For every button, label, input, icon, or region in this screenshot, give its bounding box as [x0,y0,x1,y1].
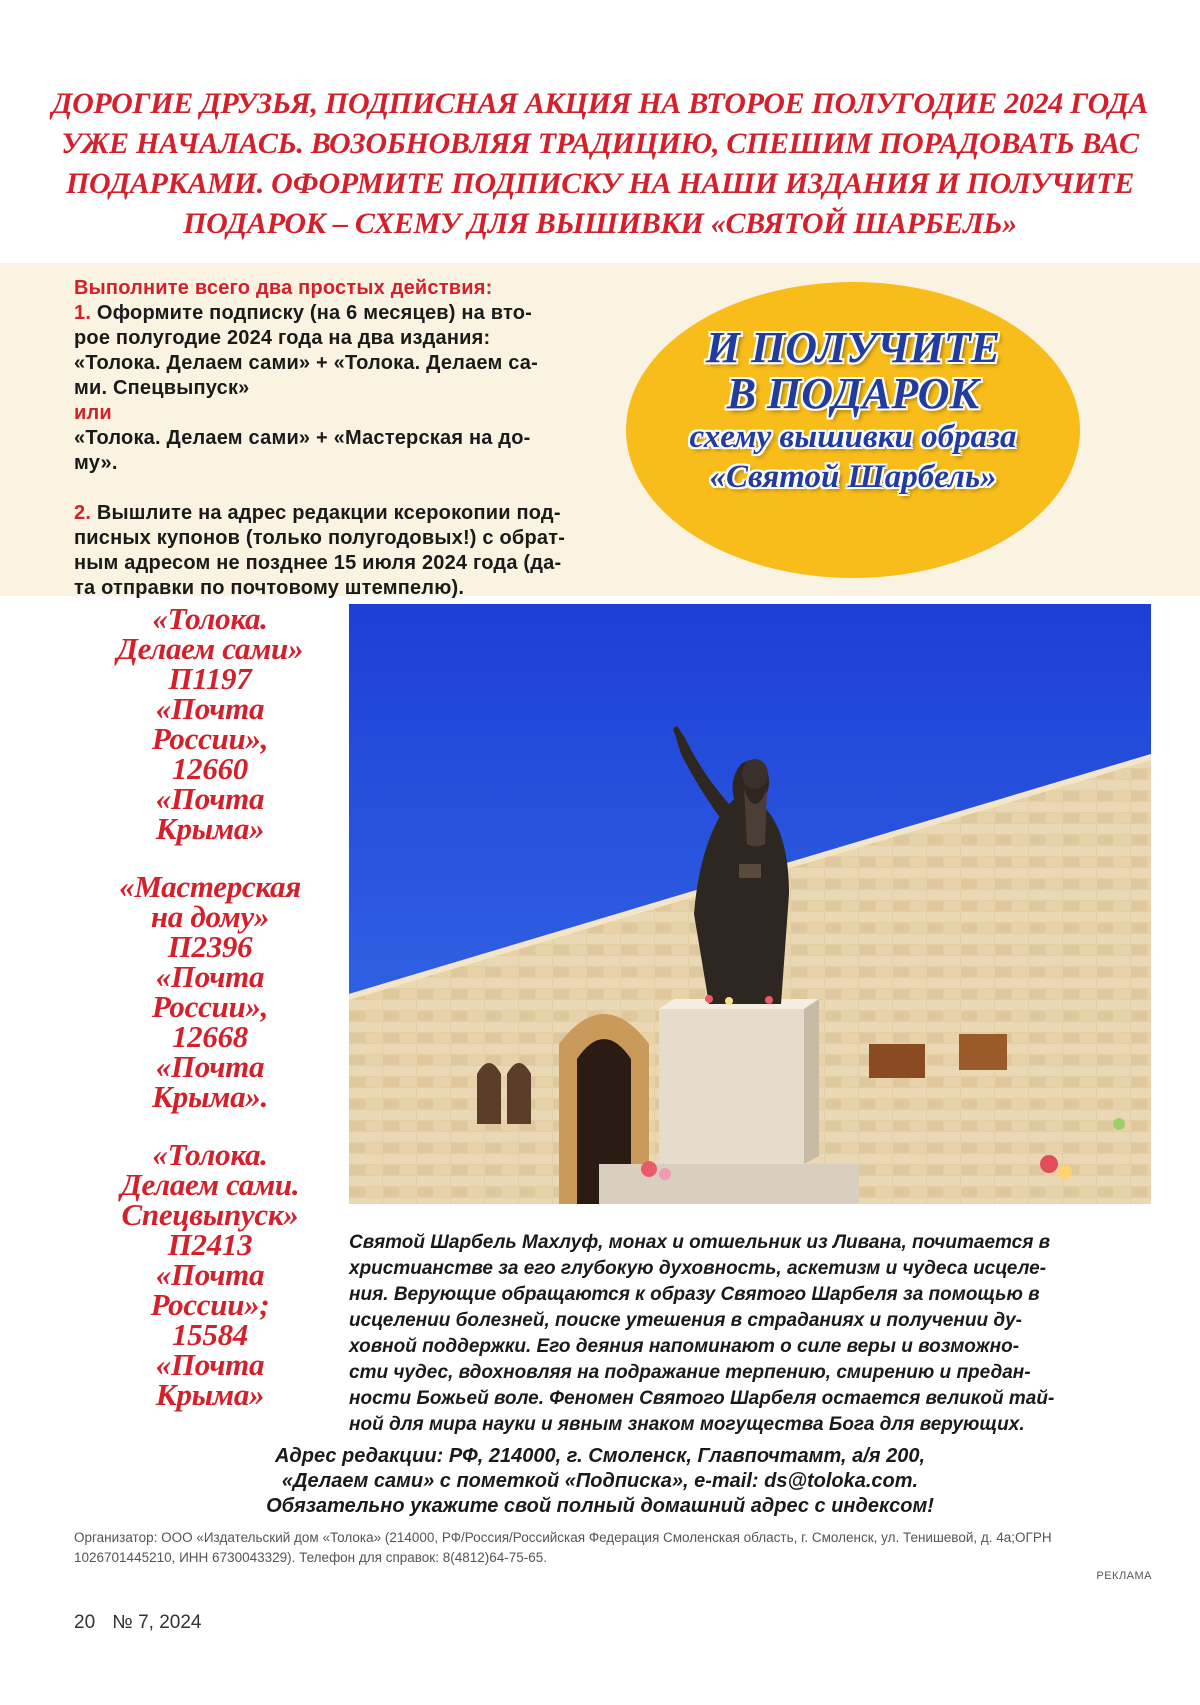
photo-caption: Святой Шарбель Махлуф, монах и отшельник из Ливана, почитается в христианстве за его глубокую духовность, аскетизм и чудеса исцеле- ния. Верующие обращаются к образу Святого Шарбеля за помощью в исцелении болезней, поиске утешения в страданиях и получении ду- ховной поддержки. Его деяния напоминают о силе веры и возможно- сти чудес, вдохновляя на подражание терпению, смирению и предан- ности Божьей воле. Феномен Святого Шарбеля остается великой тай- ной для мира науки и явным знаком могущества Бога для верующих. [349,1232,1055,1435]
headline-line: ДОРОГИЕ ДРУЗЬЯ, ПОДПИСНАЯ АКЦИЯ НА ВТОРОЕ ПОЛУГОДИЕ 2024 ГОДА [51,87,1149,120]
organizer-info: Организатор: ООО «Издательский дом «Толока» (214000, РФ/Россия/Российская Федерация Смоленская область, г. Смоленск, ул. Тенишевой, д. 4а;ОГРН 1026701445210, ИНН 6730043329). Телефон для справок: 8(4812)64-75-65. [74,1530,1052,1565]
saint-charbel-photo [349,604,1151,1204]
step-2-line: та отправки по почтовому штемпелю). [74,577,465,599]
headline-line: УЖЕ НАЧАЛАСЬ. ВОЗОБНОВЛЯЯ ТРАДИЦИЮ, СПЕШИМ ПОРАДОВАТЬ ВАС [61,127,1139,160]
index-block-masterskaya: «Мастерская на дому» П2396 «Почта России», 12668 «Почта Крыма». [119,869,301,1114]
page-number: 20 [74,1612,96,1633]
index-block-special: «Толока. Делаем сами. Спецвыпуск» П2413 «Почта России»; 15584 «Почта Крыма» [120,1137,300,1412]
gift-line-4: «Святой Шарбель» [709,459,997,495]
gift-line-3: схему вышивки образа [689,419,1017,455]
headline [40,84,1160,244]
steps-intro: Выполните всего два простых действия: [74,277,493,299]
gift-text [626,325,1080,497]
step-1-alt-line: му». [74,452,118,474]
page-footer [74,1612,201,1634]
advertisement-mark: РЕКЛАМА [1096,1570,1152,1582]
step-1-line: ми. Спецвыпуск» [74,377,250,399]
editorial-address: Адрес редакции: РФ, 214000, г. Смоленск, Главпочтамт, а/я 200, «Делаем сами» с пометкой «Подписка», e-mail: ds@toloka.com. Обязательно укажите свой полный домашний адрес с индексом! [266,1445,934,1517]
step-1-line: 1. Оформите подписку (на 6 месяцев) на вто- [74,302,532,324]
step-1-line: «Толока. Делаем сами» + «Толока. Делаем са- [74,352,538,374]
step-1-alt-line: «Толока. Делаем сами» + «Мастерская на до- [74,427,531,449]
step-1-number: 1. [74,302,92,324]
subscription-indices [60,601,360,1438]
gift-line-1: И ПОЛУЧИТЕ [705,323,1001,372]
step-2-line: писных купонов (только полугодовых!) с обрат- [74,527,566,549]
step-2-line: ным адресом не позднее 15 июля 2024 года (да- [74,552,562,574]
headline-line: ПОДАРОК – СХЕМУ ДЛЯ ВЫШИВКИ «СВЯТОЙ ШАРБЕЛЬ» [183,207,1017,240]
step-1-line: рое полугодие 2024 года на два издания: [74,327,491,349]
issue-number: № 7, 2024 [112,1612,202,1633]
index-block-toloka: «Толока. Делаем сами» П1197 «Почта России», 12660 «Почта Крыма» [116,601,304,846]
gift-line-2: В ПОДАРОК [726,369,980,418]
step-2-number: 2. [74,502,92,524]
headline-line: ПОДАРКАМИ. ОФОРМИТЕ ПОДПИСКУ НА НАШИ ИЗДАНИЯ И ПОЛУЧИТЕ [65,167,1135,200]
step-1-or: или [74,402,112,424]
step-2-line: 2. Вышлите на адрес редакции ксерокопии под- [74,502,561,524]
steps-block [74,276,608,601]
